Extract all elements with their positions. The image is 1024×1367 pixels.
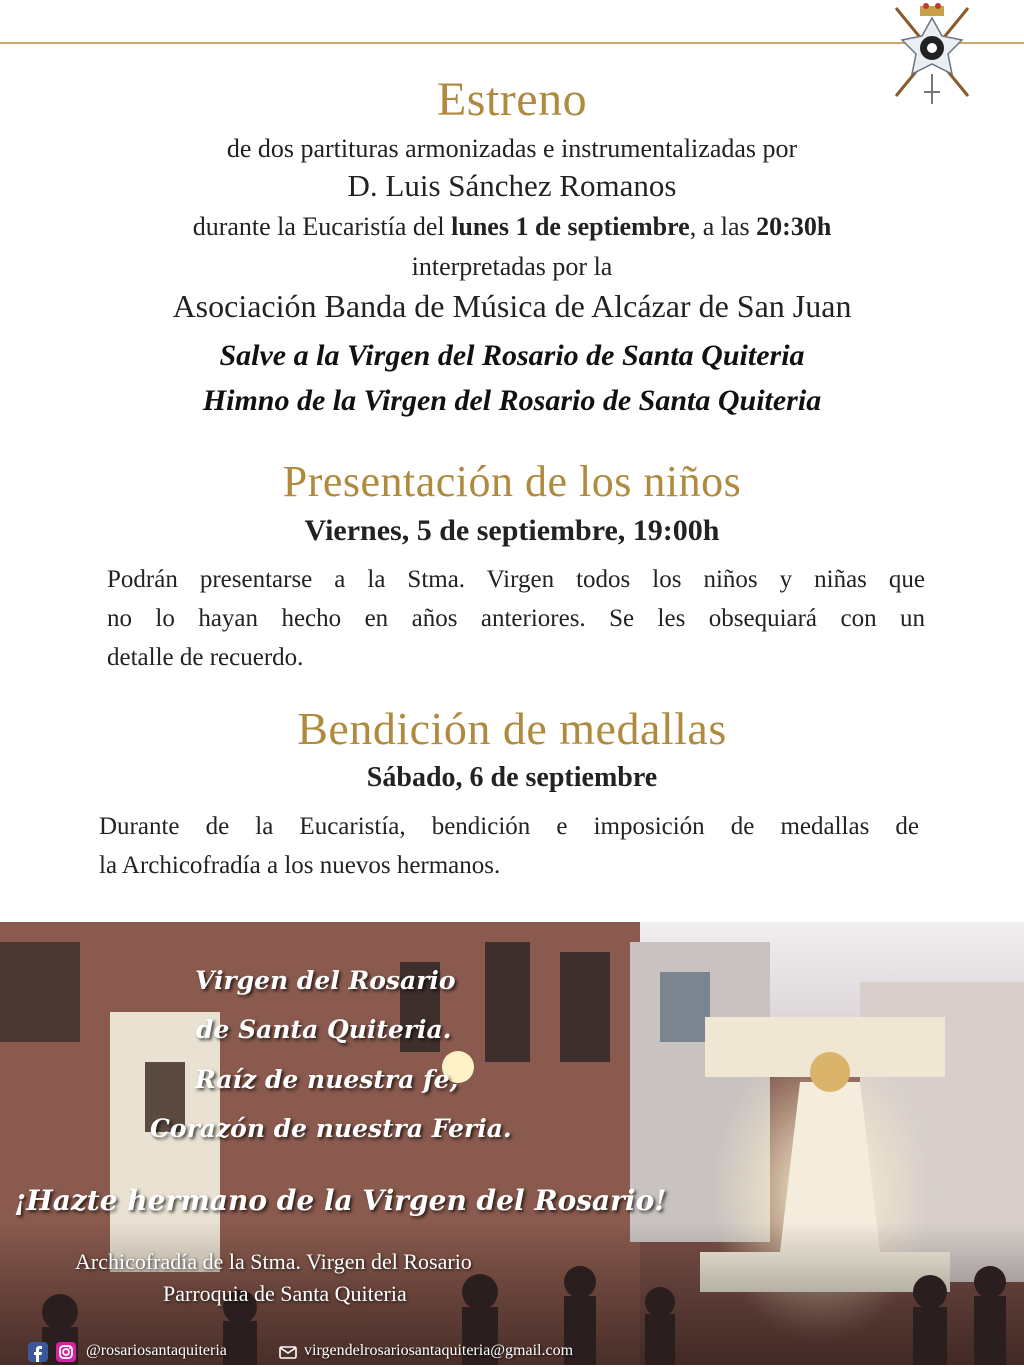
- procession-photo: [0, 922, 1024, 1365]
- band-name: Asociación Banda de Música de Alcázar de San Juan: [172, 288, 852, 324]
- bendicion-date: Sábado, 6 de septiembre: [366, 762, 658, 793]
- presentacion-date: Viernes, 5 de septiembre, 19:00h: [304, 514, 720, 547]
- org-line-1: Archicofradía de la Stma. Virgen del Rosario: [75, 1249, 472, 1274]
- mail-icon[interactable]: [278, 1342, 298, 1362]
- estreno-line3: [0, 212, 1024, 242]
- verse-3: Raíz de nuestra fe,: [195, 1065, 459, 1094]
- presentacion-text-l1: Podrán presentarse a la Stma. Virgen todos los niños y niñas que: [107, 566, 925, 593]
- bendicion-text-l2: la Archicofradía a los nuevos hermanos.: [99, 852, 501, 879]
- presentacion-text-l3: detalle de recuerdo.: [107, 644, 304, 671]
- facebook-icon[interactable]: [28, 1342, 48, 1362]
- estreno-line4: interpretadas por la: [411, 252, 613, 281]
- line3-pre: durante la Eucaristía del: [192, 212, 452, 241]
- presentacion-text: [107, 560, 925, 677]
- line3-time: 20:30h: [756, 212, 832, 241]
- presentacion-text-l2: no lo hayan hecho en años anteriores. Se les obsequiará con un: [107, 605, 925, 632]
- line3-mid: , a las: [689, 212, 757, 241]
- bendicion-title: Bendición de medallas: [297, 703, 727, 754]
- verse-2: de Santa Quiteria.: [196, 1015, 452, 1044]
- instagram-icon[interactable]: [56, 1342, 76, 1362]
- piece-1: Salve a la Virgen del Rosario de Santa Quiteria: [219, 339, 805, 372]
- presentacion-title: Presentación de los niños: [282, 457, 742, 506]
- verse-1: Virgen del Rosario: [195, 966, 456, 995]
- line3-date: lunes 1 de septiembre: [451, 212, 690, 241]
- bendicion-text: [99, 807, 919, 885]
- estreno-line1: de dos partituras armonizadas e instrumentalizadas por: [226, 134, 798, 163]
- bendicion-text-l1: Durante de la Eucaristía, bendición e imposición de medallas de: [99, 813, 919, 840]
- top-gold-rule: [0, 42, 1024, 44]
- estreno-title: Estreno: [436, 73, 588, 126]
- piece-2: Himno de la Virgen del Rosario de Santa Quiteria: [202, 384, 822, 417]
- procession-scene: [0, 922, 1024, 1365]
- contact-email[interactable]: virgendelrosariosantaquiteria@gmail.com: [304, 1342, 574, 1359]
- composer-name: D. Luis Sánchez Romanos: [347, 168, 677, 203]
- call-to-action: ¡Hazte hermano de la Virgen del Rosario!: [14, 1184, 667, 1217]
- social-handle[interactable]: @rosariosantaquiteria: [86, 1342, 227, 1359]
- org-line-2: Parroquia de Santa Quiteria: [163, 1281, 407, 1306]
- verse-4: Corazón de nuestra Feria.: [150, 1114, 512, 1143]
